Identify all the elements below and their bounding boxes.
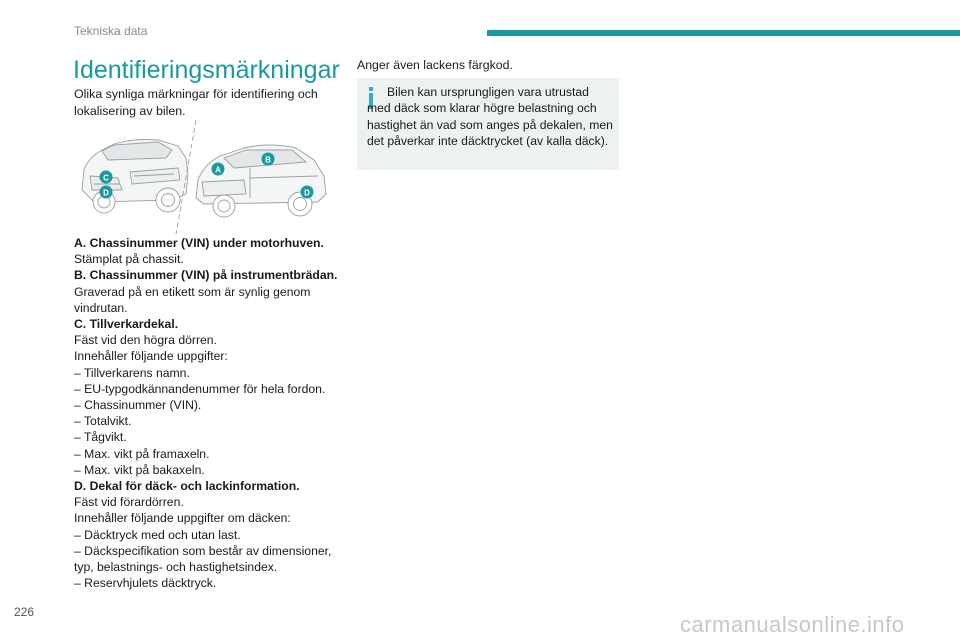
right-intro-text: Anger även lackens färgkod. xyxy=(357,58,513,72)
intro-text: Olika synliga märkningar för identifiering och lokalisering av bilen. xyxy=(74,87,318,118)
marker-d-right xyxy=(301,186,314,199)
section-d-text: Fäst vid förardörren. xyxy=(74,495,184,510)
marker-a xyxy=(212,163,225,176)
svg-text:B: B xyxy=(265,155,271,165)
section-c-text: Fäst vid den högra dörren. xyxy=(74,333,217,348)
list-item: – Reservhjulets däcktryck. xyxy=(74,576,217,591)
header-accent-bar xyxy=(487,30,960,36)
section-c-heading: C. Tillverkardekal. xyxy=(74,317,179,332)
watermark: carmanualsonline.info xyxy=(680,612,905,637)
list-item: – Tågvikt. xyxy=(74,430,127,445)
info-box xyxy=(357,78,619,170)
body-text xyxy=(74,235,344,591)
list-item: – Max. vikt på framaxeln. xyxy=(74,446,210,461)
section-d-intro: Innehåller följande uppgifter om däcken: xyxy=(74,511,291,526)
list-item: – EU-typgodkännandenummer för hela fordon. xyxy=(74,381,326,396)
info-text: Bilen kan ursprungligen vara utrustad med däck som klarar högre belastning och hastighet än vad som anges på dekalen, men det påverkar inte däcktrycket (av kalla däck). xyxy=(367,85,613,149)
page-title: Identifieringsmärkningar xyxy=(73,56,340,84)
section-a-heading: A. Chassinummer (VIN) under motorhuven. xyxy=(74,236,324,250)
svg-text:D: D xyxy=(103,188,109,198)
section-c-intro: Innehåller följande uppgifter: xyxy=(74,349,228,364)
marker-c xyxy=(100,171,113,184)
list-item: – Däckspecifikation som består av dimensioner, typ, belastnings- och hastighetsindex. xyxy=(74,543,332,575)
section-b-text: Graverad på en etikett som är synlig genom vindrutan. xyxy=(74,284,311,315)
right-car xyxy=(196,145,326,217)
list-item: – Däcktryck med och utan last. xyxy=(74,527,241,542)
section-a-text: Stämplat på chassit. xyxy=(74,252,184,267)
svg-text:C: C xyxy=(103,173,109,183)
left-car xyxy=(82,140,188,214)
list-item: – Chassinummer (VIN). xyxy=(74,398,202,413)
list-item: – Tillverkarens namn. xyxy=(74,365,190,380)
marker-d-left xyxy=(100,186,113,199)
header-section-label: Tekniska data xyxy=(74,24,148,38)
marker-b xyxy=(262,153,275,166)
section-d-heading: D. Dekal för däck- och lackinformation. xyxy=(74,479,300,494)
list-item: – Max. vikt på bakaxeln. xyxy=(74,462,205,477)
svg-text:D: D xyxy=(304,188,310,198)
list-item: – Totalvikt. xyxy=(74,414,132,429)
svg-text:A: A xyxy=(215,165,221,175)
section-b-heading: B. Chassinummer (VIN) på instrumentbrädan. xyxy=(74,268,338,283)
car-identification-illustration xyxy=(74,118,336,236)
page-number: 226 xyxy=(14,605,35,619)
